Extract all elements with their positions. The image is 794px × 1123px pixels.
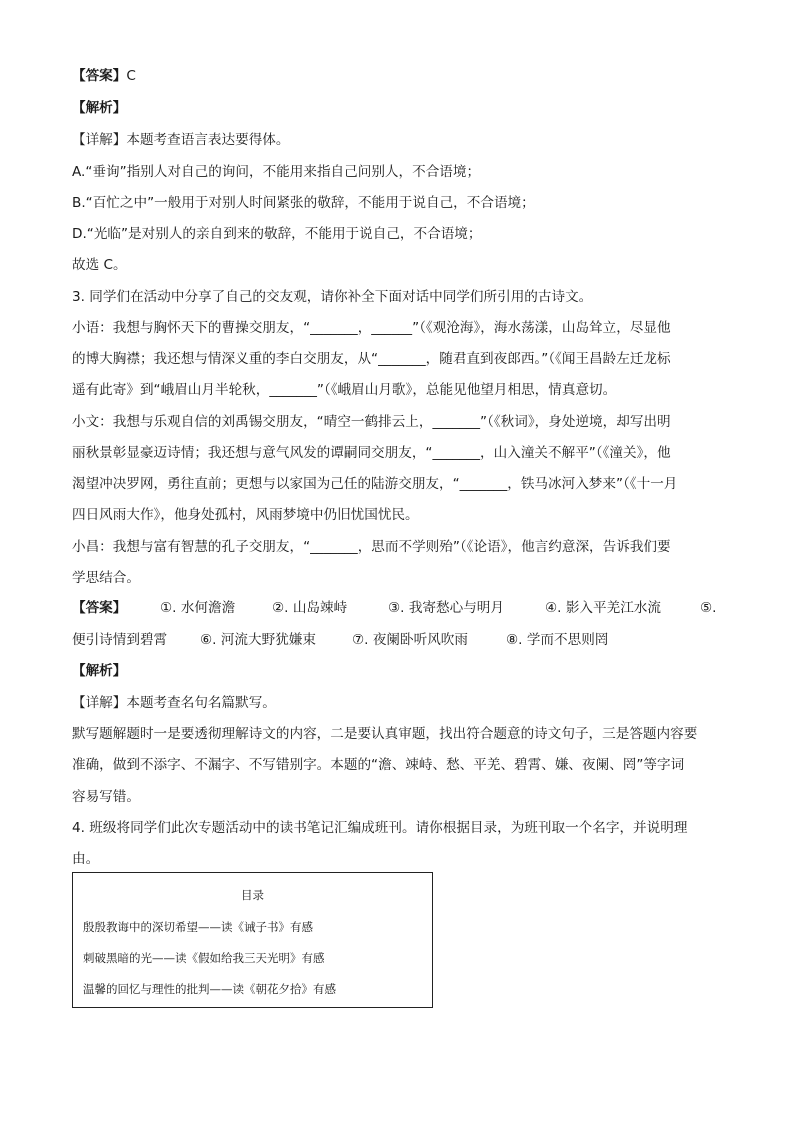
- analysis-tag: 【解析】: [72, 100, 127, 116]
- answer-value: C: [126, 68, 136, 84]
- dialogue-line: 渴望冲决罗网，勇往直前；更想与以家国为己任的陆游交朋友，“_______，铁马冰河入梦来”（《十一月: [72, 476, 678, 492]
- answer-item: ⑧. 学而不思则罔: [506, 632, 609, 648]
- dialogue-line: 的博大胸襟；我还想与情深义重的李白交朋友，从“_______，随君直到夜郎西。”（《闻王昌龄左迁龙标: [72, 351, 671, 367]
- answer-item: 便引诗情到碧霄: [72, 632, 168, 648]
- answer-item: ④. 影入平羌江水流: [545, 600, 661, 616]
- dialogue-line: 小语：我想与胸怀天下的曹操交朋友，“_______，______”（《观沧海》，海水荡漾，山岛耸立，尽显他: [72, 320, 671, 336]
- toc-item: 殷殷教诲中的深切希望——读《诫子书》有感: [83, 920, 313, 934]
- question-3-stem: 3. 同学们在活动中分享了自己的交友观，请你补全下面对话中同学们所引用的古诗文。: [72, 289, 593, 305]
- answer-item: ②. 山岛竦峙: [272, 600, 348, 616]
- explanation-line: 准确，做到不添字、不漏字、不写错别字。本题的“澹、竦峙、愁、平羌、碧霄、嫌、夜阑、罔”等字词: [72, 757, 685, 773]
- dialogue-line: 丽秋景彰显豪迈诗情；我还想与意气风发的谭嗣同交朋友，“_______，山入潼关不解平”（《潼关》，他: [72, 445, 671, 461]
- answer-tag: 【答案】: [72, 600, 127, 616]
- explanation-line: 容易写错。: [72, 789, 140, 805]
- toc-item: 刺破黑暗的光——读《假如给我三天光明》有感: [83, 951, 325, 965]
- answer-tag: 【答案】: [72, 68, 127, 84]
- dialogue-line: 遥有此寄》到“峨眉山月半轮秋，_______”（《峨眉山月歌》，总能见他望月相思，情真意切。: [72, 382, 617, 398]
- detail-line: 【详解】本题考查语言表达要得体。: [72, 132, 290, 148]
- toc-title: 目录: [241, 888, 264, 902]
- toc-item: 温馨的回忆与理性的批判——读《朝花夕拾》有感: [83, 982, 336, 996]
- explanation-line: 默写题解题时一是要透彻理解诗文的内容，二是要认真审题，找出符合题意的诗文句子，三是答题内容要: [72, 726, 698, 742]
- answer-item: ①. 水何澹澹: [160, 600, 236, 616]
- dialogue-line: 四日风雨大作》，他身处孤村，风雨梦境中仍旧忧国忧民。: [72, 507, 419, 523]
- question-4-stem: 4. 班级将同学们此次专题活动中的读书笔记汇编成班刊。请你根据目录，为班刊取一个名字，并说明理: [72, 820, 688, 836]
- answer-item: ③. 我寄愁心与明月: [388, 600, 504, 616]
- answer-item: ⑥. 河流大野犹嫌束: [200, 632, 316, 648]
- analysis-tag: 【解析】: [72, 663, 127, 679]
- dialogue-line: 学思结合。: [72, 570, 140, 586]
- detail-line: 【详解】本题考查名句名篇默写。: [72, 695, 276, 711]
- question-4-stem-cont: 由。: [72, 851, 100, 867]
- dialogue-line: 小昌：我想与富有智慧的孔子交朋友，“_______，思而不学则殆”（《论语》，他言约意深，告诉我们要: [72, 539, 671, 555]
- conclusion-line: 故选 C。: [72, 257, 127, 273]
- answer-item: ⑦. 夜阑卧听风吹雨: [352, 632, 468, 648]
- table-of-contents-box: [72, 872, 433, 1008]
- option-d-explanation: D.“光临”是对别人的亲自到来的敬辞，不能用于说自己，不合语境；: [72, 226, 482, 242]
- dialogue-line: 小文：我想与乐观自信的刘禹锡交朋友，“晴空一鹤排云上，_______”（《秋词》，身处逆境，却写出明: [72, 414, 671, 430]
- q2-answer-line: [72, 66, 136, 86]
- answer-item: ⑤.: [700, 600, 717, 616]
- option-a-explanation: A.“垂询”指别人对自己的询问，不能用来指自己问别人，不合语境；: [72, 164, 481, 180]
- option-b-explanation: B.“百忙之中”一般用于对别人时间紧张的敬辞，不能用于说自己，不合语境；: [72, 195, 535, 211]
